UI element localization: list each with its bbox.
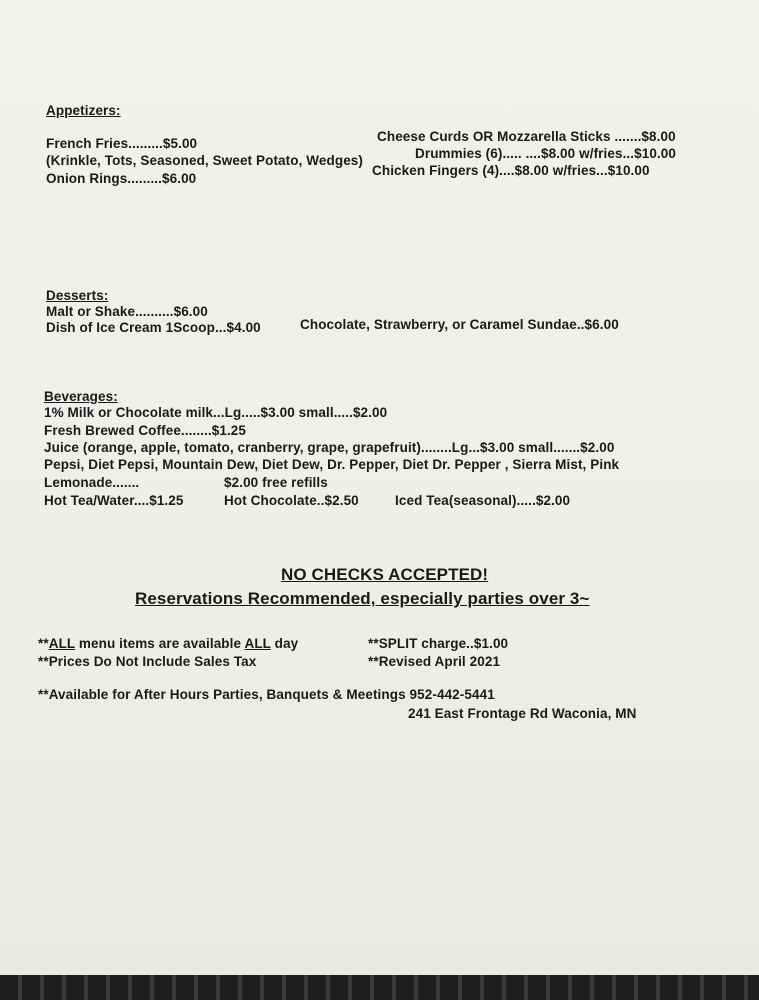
french-fries-item: French Fries.........$5.00: [46, 136, 198, 151]
address: 241 East Frontage Rd Waconia, MN: [408, 706, 637, 721]
malt-shake-item: Malt or Shake..........$6.00: [46, 304, 208, 319]
all-day-prefix: **: [38, 636, 49, 651]
sundae-item: Chocolate, Strawberry, or Caramel Sundae..$6.00: [300, 317, 619, 332]
coffee-item: Fresh Brewed Coffee........$1.25: [44, 423, 247, 438]
split-charge-note: **SPLIT charge..$1.00: [368, 636, 509, 651]
all-day-suffix: day: [270, 636, 299, 651]
revised-date-note: **Revised April 2021: [368, 654, 501, 669]
reservations-notice: Reservations Recommended, especially parties over 3~: [135, 589, 590, 608]
all-day-middle: menu items are available: [75, 636, 245, 651]
no-checks-notice: NO CHECKS ACCEPTED!: [281, 565, 489, 584]
beverages-heading: Beverages:: [44, 389, 118, 404]
appetizers-heading: Appetizers:: [46, 103, 121, 118]
all-day-emphasis-1: ALL: [48, 636, 76, 651]
hot-chocolate-item: Hot Chocolate..$2.50: [224, 493, 359, 508]
all-day-note: [38, 636, 298, 651]
juice-item: Juice (orange, apple, tomato, cranberry, grape, grapefruit)........Lg...$3.00 small.......$2.00: [44, 440, 615, 455]
ice-cream-item: Dish of Ice Cream 1Scoop...$4.00: [46, 320, 261, 335]
sales-tax-note: **Prices Do Not Include Sales Tax: [38, 654, 257, 669]
sodas-item: Pepsi, Diet Pepsi, Mountain Dew, Diet Dew, Dr. Pepper, Diet Dr. Pepper , Sierra Mist, Pink: [44, 457, 620, 472]
cheese-curds-item: Cheese Curds OR Mozzarella Sticks .......$8.00: [377, 129, 676, 144]
milk-item: 1% Milk or Chocolate milk...Lg.....$3.00 small.....$2.00: [44, 405, 388, 420]
after-hours-note: **Available for After Hours Parties, Banquets & Meetings 952-442-5441: [38, 687, 495, 702]
fries-options-note: (Krinkle, Tots, Seasoned, Sweet Potato, Wedges): [46, 153, 364, 168]
iced-tea-item: Iced Tea(seasonal).....$2.00: [395, 493, 571, 508]
all-day-emphasis-2: ALL: [244, 636, 271, 651]
drummies-item: Drummies (6)..... ....$8.00 w/fries...$10.00: [415, 146, 677, 161]
onion-rings-item: Onion Rings.........$6.00: [46, 171, 197, 186]
background-surface: [0, 975, 759, 1000]
refills-note: $2.00 free refills: [224, 475, 328, 490]
lemonade-item: Lemonade.......: [44, 475, 140, 490]
desserts-heading: Desserts:: [46, 288, 109, 303]
chicken-fingers-item: Chicken Fingers (4)....$8.00 w/fries...$10.00: [372, 163, 650, 178]
hot-tea-item: Hot Tea/Water....$1.25: [44, 493, 184, 508]
